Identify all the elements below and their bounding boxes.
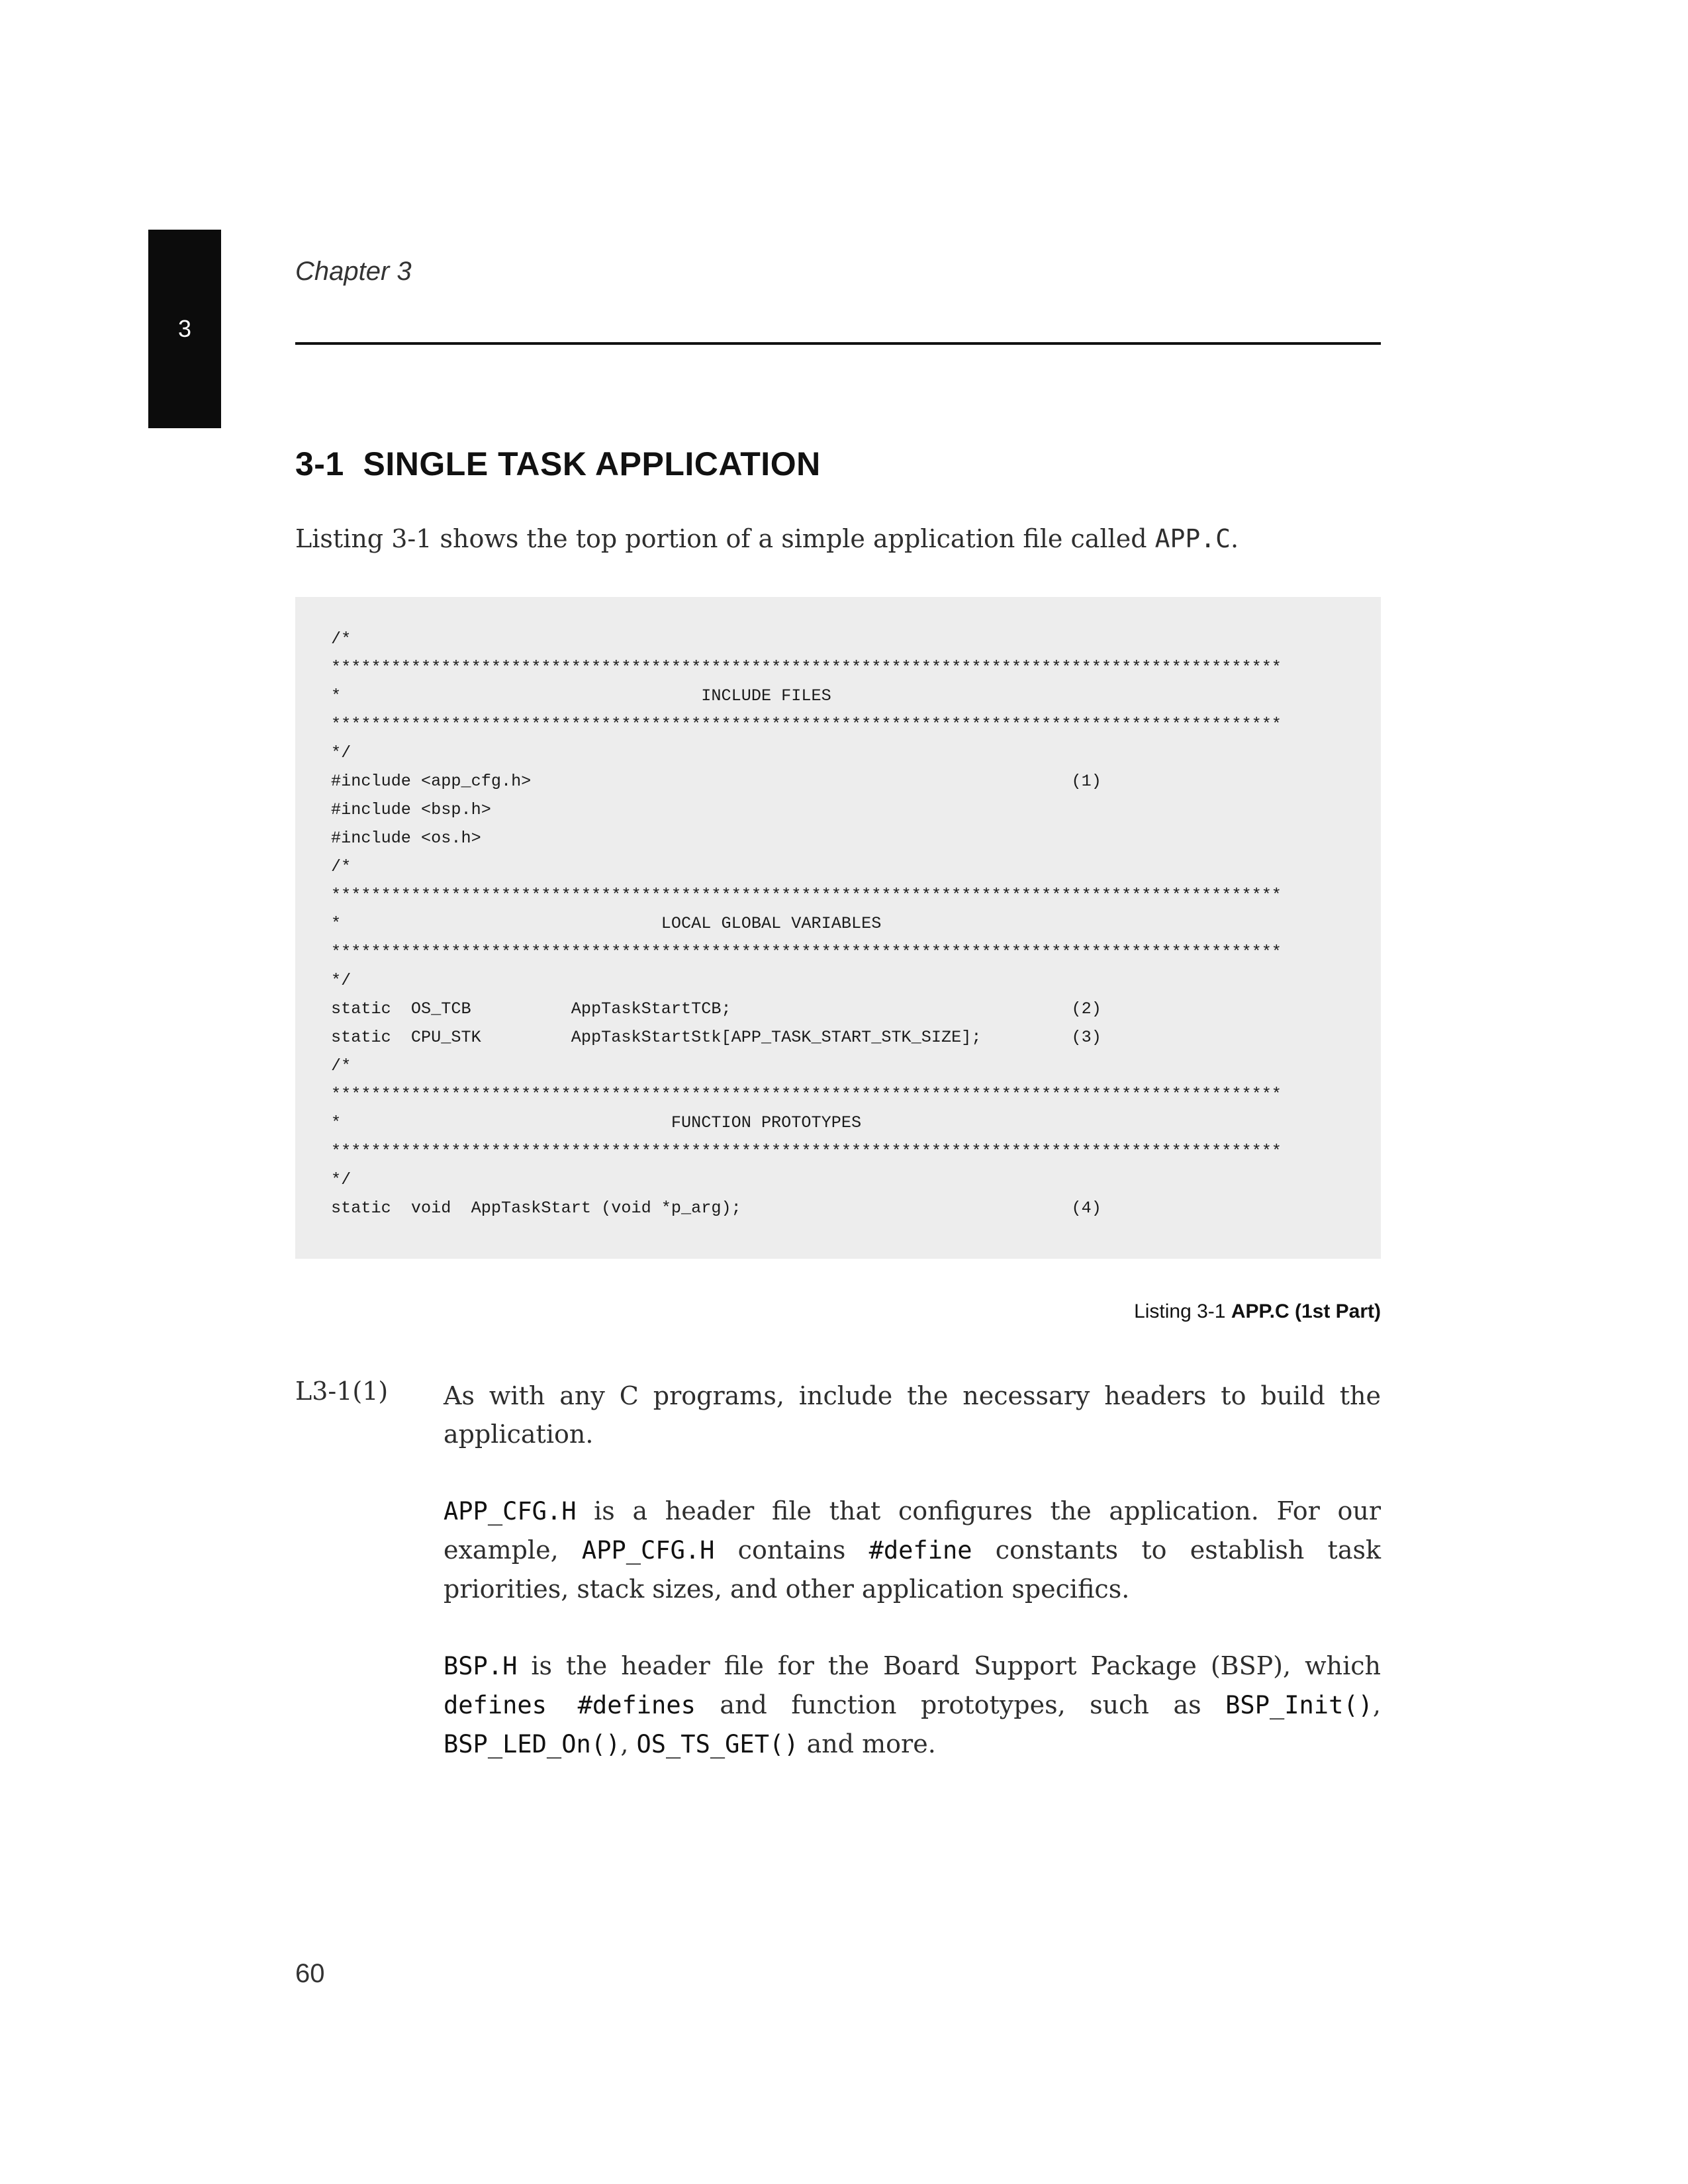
caption-title: APP.C (1st Part) [1231, 1300, 1381, 1322]
section-title: 3-1 SINGLE TASK APPLICATION [295, 445, 821, 482]
note-text: and function prototypes, such as [695, 1690, 1226, 1719]
code-line: * LOCAL GLOBAL VARIABLES [331, 914, 882, 933]
caption-prefix: Listing 3-1 [1134, 1300, 1231, 1322]
code-line: *********************************************************************************************** [331, 886, 1282, 905]
code-line: #include <app_cfg.h> (1) [331, 772, 1102, 791]
note-paragraph-2 [444, 1492, 1381, 1608]
code-term: APP_CFG.H [444, 1497, 577, 1525]
code-term: BSP_LED_On() [444, 1730, 621, 1758]
code-term: APP_CFG.H [581, 1536, 715, 1565]
code-term: BSP_Init() [1225, 1691, 1373, 1719]
code-term: BSP.H [444, 1652, 518, 1680]
intro-text: Listing 3-1 shows the top portion of a simple application file called [295, 524, 1155, 553]
note-text: is a header file that configures the application. For our example, [444, 1496, 1381, 1565]
intro-code: APP.C [1154, 524, 1231, 553]
intro-paragraph [295, 524, 1239, 553]
code-line: *********************************************************************************************** [331, 715, 1282, 734]
note-text: is the header file for the Board Support Package (BSP), which [517, 1651, 1381, 1680]
note-text: contains [714, 1535, 869, 1565]
code-term: #define [868, 1536, 972, 1565]
code-line: * FUNCTION PROTOTYPES [331, 1113, 862, 1132]
code-line: *********************************************************************************************** [331, 942, 1282, 962]
code-line: #include <bsp.h> [331, 800, 491, 819]
header-rule [295, 342, 1381, 345]
code-line: */ [331, 971, 352, 990]
code-term: defines #defines [444, 1691, 696, 1719]
code-line: #include <os.h> [331, 829, 481, 848]
code-listing [295, 597, 1381, 1259]
code-line: *********************************************************************************************** [331, 1085, 1282, 1104]
thumb-tab-number: 3 [177, 315, 192, 342]
code-line: /* [331, 629, 352, 649]
note-body [444, 1377, 1381, 1802]
code-line: /* [331, 1056, 352, 1075]
code-line: * INCLUDE FILES [331, 686, 831, 705]
code-line: /* [331, 857, 352, 876]
code-line: */ [331, 1170, 352, 1189]
note-text: , [620, 1729, 637, 1758]
note-reference: L3-1(1) [295, 1377, 389, 1406]
note-text: constants to establish task priorities, stack sizes, and other application specifics. [444, 1535, 1381, 1604]
code-term: OS_TS_GET() [636, 1730, 799, 1758]
code-line: *********************************************************************************************** [331, 658, 1282, 677]
code-line: static CPU_STK AppTaskStartStk[APP_TASK_START_STK_SIZE]; (3) [331, 1028, 1102, 1047]
listing-caption [1134, 1300, 1381, 1323]
note-text: and more. [798, 1729, 936, 1758]
note-paragraph-3 [444, 1647, 1381, 1764]
code-lines [331, 625, 1282, 1222]
intro-end: . [1231, 524, 1239, 553]
chapter-label: Chapter 3 [295, 257, 412, 286]
note-text: , [1372, 1690, 1381, 1719]
code-line: static OS_TCB AppTaskStartTCB; (2) [331, 999, 1102, 1019]
chapter-thumb-tab [148, 230, 221, 428]
code-line: *********************************************************************************************** [331, 1142, 1282, 1161]
code-line: */ [331, 743, 352, 762]
code-line: static void AppTaskStart (void *p_arg); (4) [331, 1199, 1102, 1218]
note-paragraph-1: As with any C programs, include the necessary headers to build the application. [444, 1381, 1381, 1449]
page-number: 60 [295, 1959, 325, 1988]
